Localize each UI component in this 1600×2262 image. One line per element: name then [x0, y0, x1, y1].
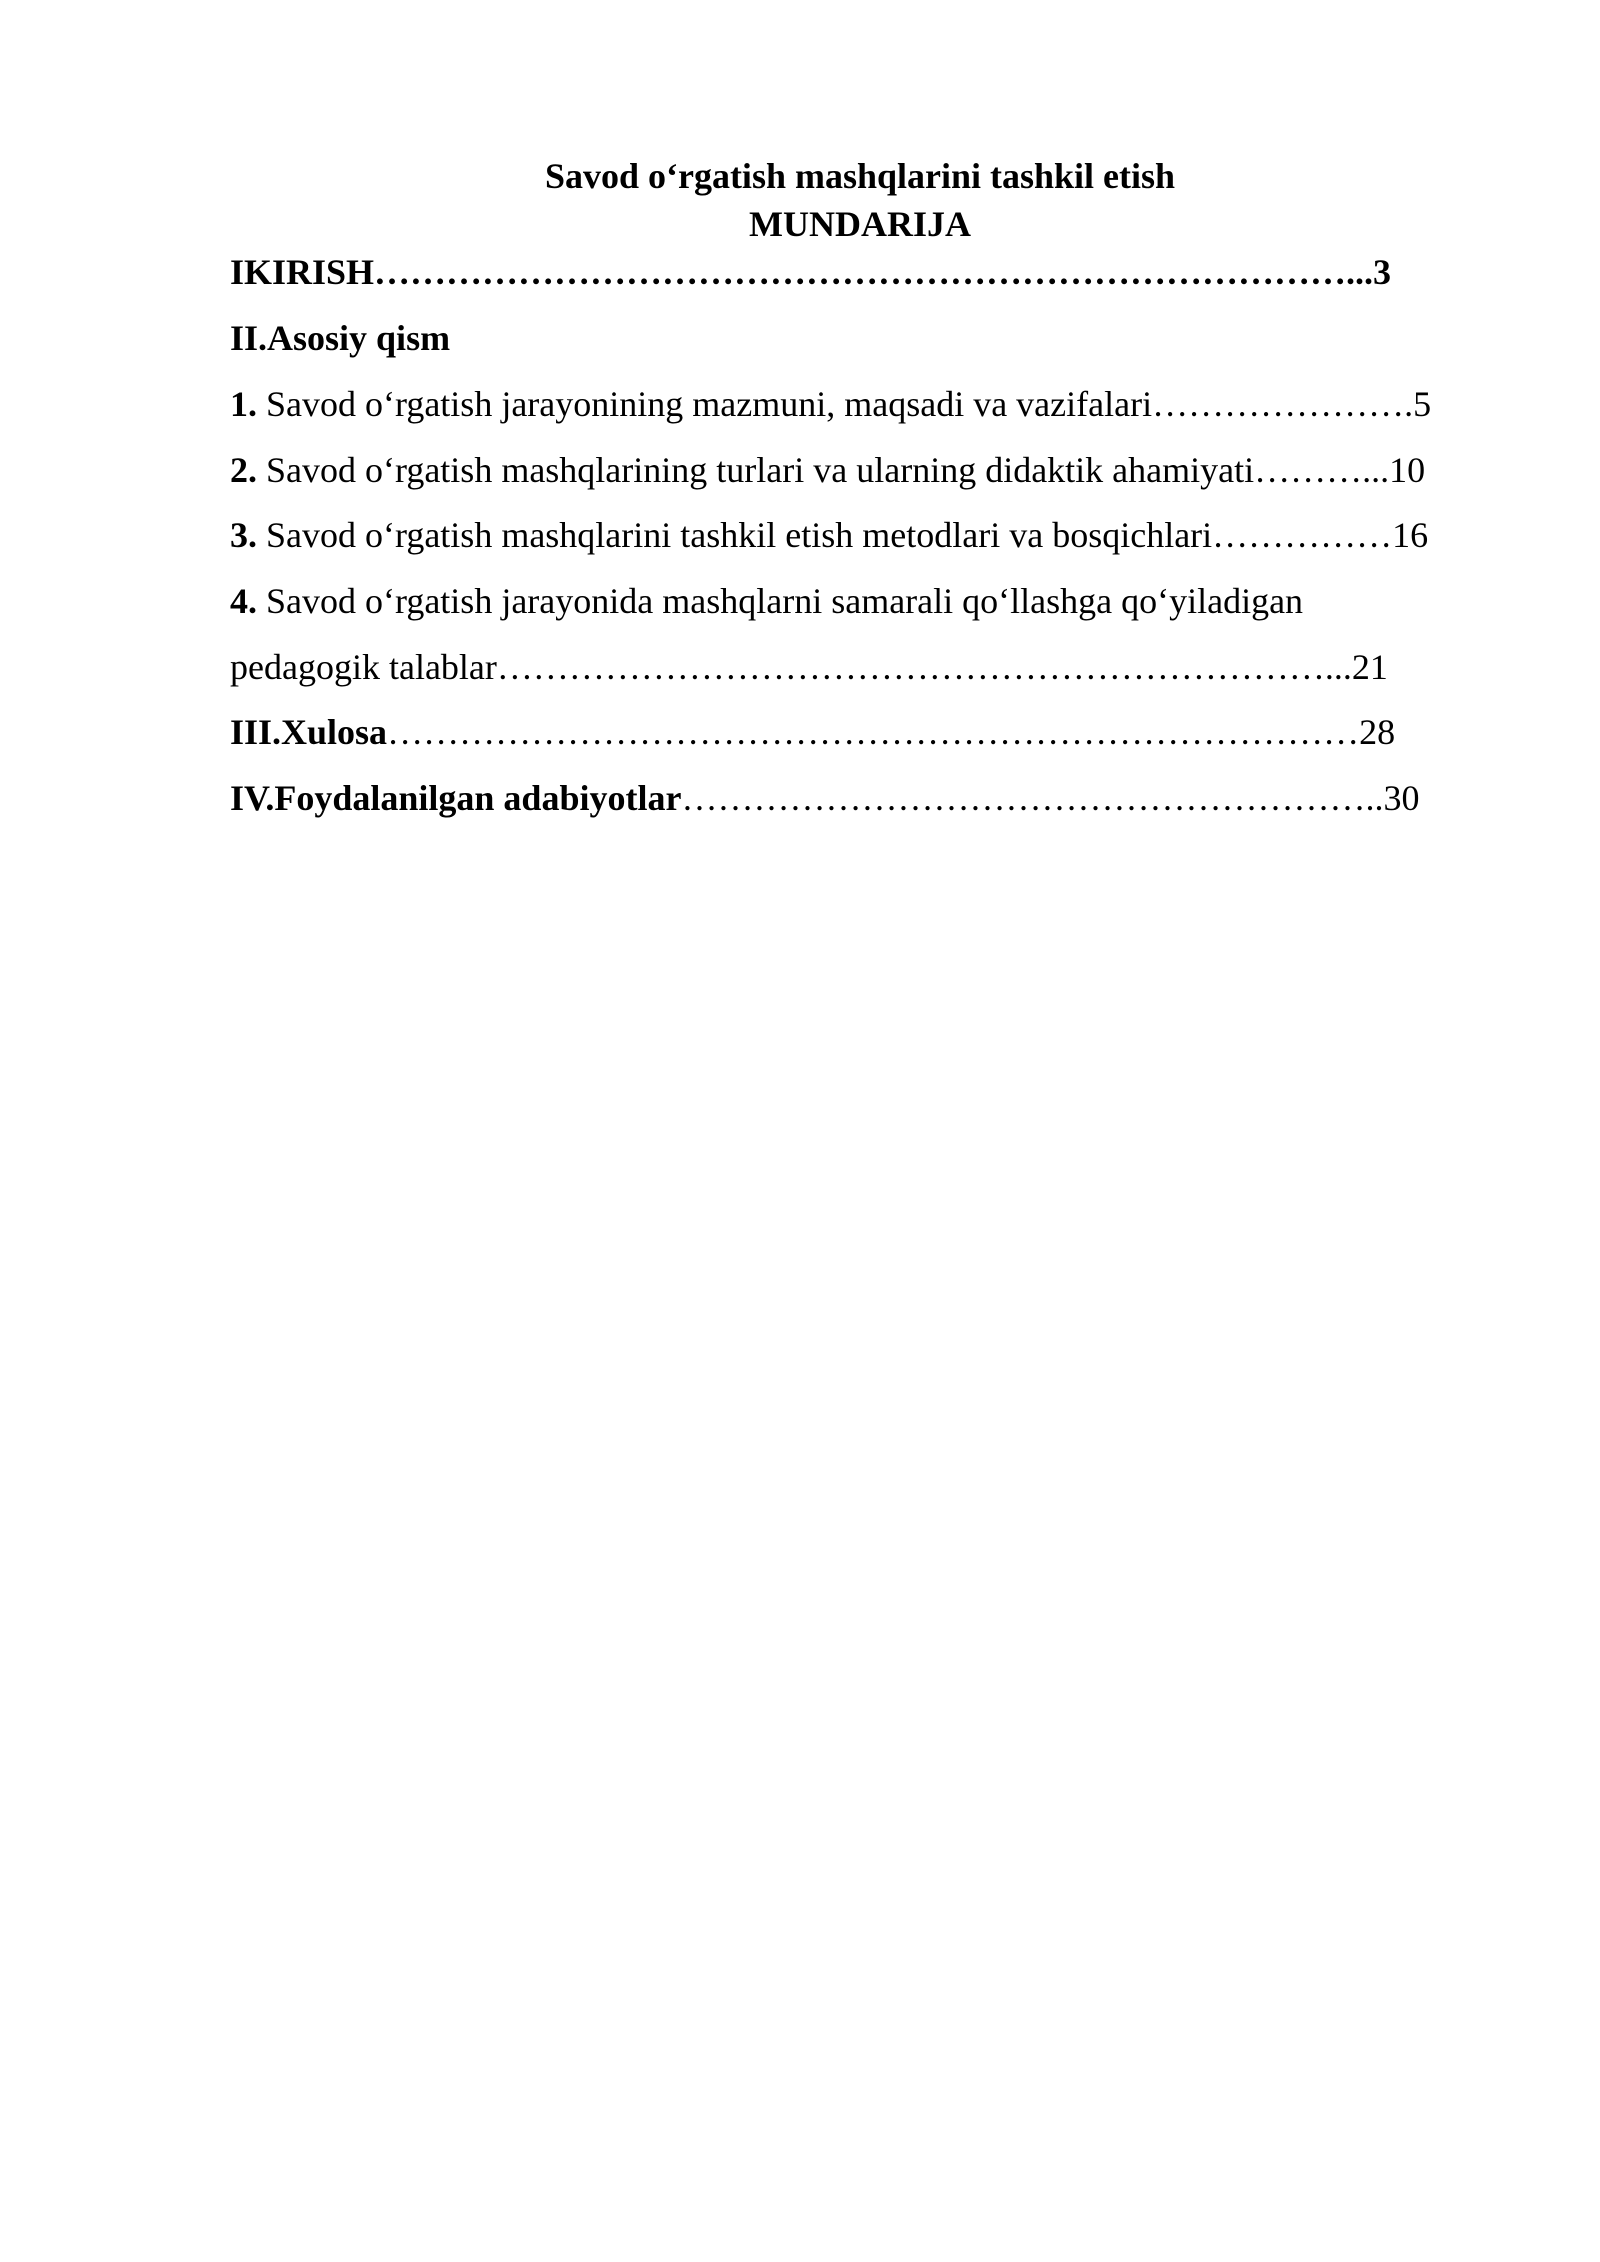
- toc-heading: MUNDARIJA: [749, 204, 971, 244]
- toc-entry-3: [230, 511, 1428, 559]
- toc-entry-conclusion: [230, 708, 1395, 756]
- toc-entry-label: IV.Foydalanilgan adabiyotlar: [230, 778, 682, 818]
- toc-entry-1: [230, 380, 1431, 428]
- toc-entry-text: Savod o‘rgatish jarayonida mashqlarni samarali qo‘llashga qo‘yiladigan: [257, 581, 1304, 621]
- toc-entry-number: 4.: [230, 581, 257, 621]
- toc-entry-2: [230, 446, 1425, 494]
- toc-entry-label: III.Xulosa: [230, 712, 388, 752]
- toc-entry-4: [230, 577, 1303, 625]
- toc-entry-number: 1.: [230, 384, 257, 424]
- toc-entry-text: Savod o‘rgatish jarayonining mazmuni, maqsadi va vazifalari………………….5: [257, 384, 1432, 424]
- toc-entry-text: Savod o‘rgatish mashqlarini tashkil etish metodlari va bosqichlari……………16: [257, 515, 1429, 555]
- toc-entry-number: 2.: [230, 450, 257, 490]
- toc-entry-intro: IKIRISH………………………………………………………………………...3: [230, 252, 1392, 292]
- toc-entry-number: 3.: [230, 515, 257, 555]
- toc-entry-leader: …………………………………………………..30: [681, 778, 1420, 818]
- toc-entry-leader: ………………………………………………………………………28: [387, 712, 1396, 752]
- document-title: Savod o‘rgatish mashqlarini tashkil etish: [544, 156, 1176, 196]
- toc-entry-main-part: II.Asosiy qism: [230, 318, 451, 358]
- toc-entry-text: Savod o‘rgatish mashqlarining turlari va ularning didaktik ahamiyati………...10: [257, 450, 1426, 490]
- toc-entry-references: [230, 774, 1419, 822]
- toc-entry-4-continuation: pedagogik talablar……………………………………………………………...21: [230, 647, 1388, 687]
